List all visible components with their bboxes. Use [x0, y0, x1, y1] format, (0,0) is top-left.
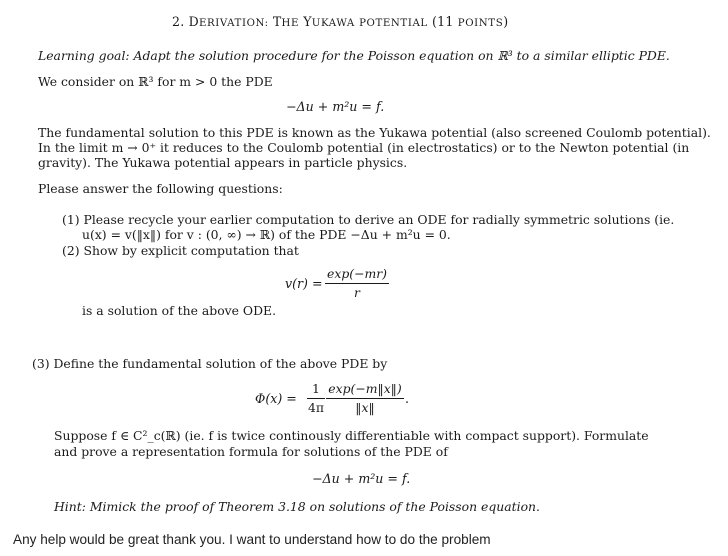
fraction-numerator: exp(−mr) [327, 266, 387, 281]
question-3: (3) Define the fundamental solution of the above PDE by [32, 356, 388, 371]
intro-text: We consider on ℝ³ for m > 0 the PDE [38, 74, 273, 89]
question-1-line-1: (1) Please recycle your earlier computation to derive an ODE for radially symmetric solutions (ie. [62, 212, 675, 227]
paragraph-line-3: gravity). The Yukawa potential appears in particle physics. [38, 155, 408, 170]
suppose-line-2: and prove a representation formula for solutions of the PDE of [54, 444, 448, 459]
learning-goal: Learning goal: Adapt the solution procedure for the Poisson equation on ℝ³ to a similar elliptic PDE. [38, 48, 670, 63]
fraction-bar [307, 398, 325, 399]
user-message: Any help would be great thank you. I want to understand how to do the problem [13, 532, 491, 547]
suppose-line-1: Suppose f ∈ C²_c(ℝ) (ie. f is twice continously differentiable with compact support). Formulate [54, 428, 649, 443]
fraction-denominator: ‖x‖ [355, 400, 375, 415]
fraction-bar [325, 283, 389, 284]
fraction-numerator: exp(−m‖x‖) [328, 381, 402, 396]
section-title: 2. DERIVATION: THE YUKAWA POTENTIAL (11 POINTS) [172, 14, 509, 29]
equation-phi-fraction-1 [307, 381, 325, 415]
paragraph-line-2: In the limit m → 0⁺ it reduces to the Coulomb potential (in electrostatics) or to the Newton potential (in [38, 140, 690, 155]
question-2-tail: is a solution of the above ODE. [82, 303, 277, 318]
hint-text: Hint: Mimick the proof of Theorem 3.18 on solutions of the Poisson equation. [54, 499, 540, 514]
equation-pde: −Δu + m²u = f. [286, 99, 385, 114]
equation-v-fraction [325, 266, 389, 300]
question-1-line-2: u(x) = v(‖x‖) for v : (0, ∞) → ℝ) of the PDE −Δu + m²u = 0. [82, 227, 451, 242]
instructions-text: Please answer the following questions: [38, 181, 283, 196]
equation-v-lhs: v(r) = [285, 276, 323, 291]
equation-phi-lhs: Φ(x) = [255, 391, 297, 406]
equation-phi-fraction-2 [326, 381, 404, 415]
fraction-numerator: 1 [312, 381, 320, 396]
question-2: (2) Show by explicit computation that [62, 243, 299, 258]
fraction-denominator: r [354, 285, 360, 300]
equation-phi-period: . [405, 391, 410, 406]
paragraph-line-1: The fundamental solution to this PDE is known as the Yukawa potential (also screened Coulomb potential). [38, 125, 711, 140]
equation-pde-repeat: −Δu + m²u = f. [312, 471, 411, 486]
fraction-bar [326, 398, 404, 399]
fraction-denominator: 4π [307, 400, 325, 415]
